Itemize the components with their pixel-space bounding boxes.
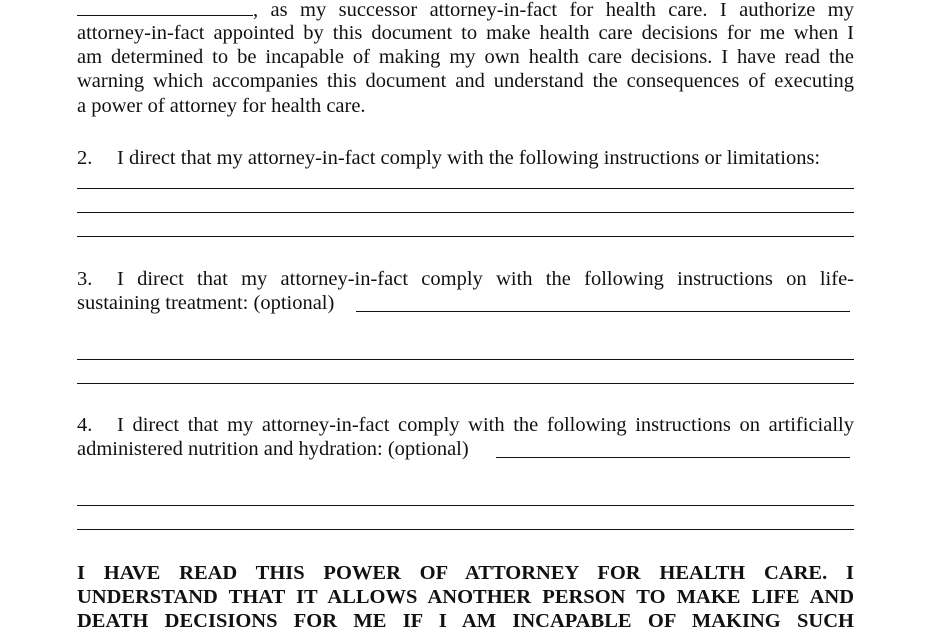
item-2-number: 2.: [77, 147, 93, 169]
item-4-inline-blank[interactable]: [496, 457, 850, 458]
item-2-blank-line-3[interactable]: [77, 236, 854, 237]
item-4-text-line-2: administered nutrition and hydration: (optional): [77, 438, 469, 460]
item-3-blank-line-1[interactable]: [77, 359, 854, 360]
paragraph-1-line-4: warning which accompanies this document and understand the consequences of executing: [77, 70, 854, 92]
acknowledgment-line-3: DEATH DECISIONS FOR ME IF I AM INCAPABLE OF MAKING SUCH: [77, 610, 854, 632]
item-4-blank-line-2[interactable]: [77, 529, 854, 530]
item-4-blank-line-1[interactable]: [77, 505, 854, 506]
item-2-line-1: [77, 146, 854, 170]
item-3-number: 3.: [77, 268, 93, 290]
item-3-inline-blank[interactable]: [356, 311, 850, 312]
item-4-number: 4.: [77, 414, 93, 436]
item-2-blank-line-1[interactable]: [77, 188, 854, 189]
paragraph-1-line-2: attorney-in-fact appointed by this document to make health care decisions for me when I: [77, 22, 854, 44]
document-page: [77, 0, 854, 632]
item-3-blank-line-2[interactable]: [77, 383, 854, 384]
item-3-text-line-2: sustaining treatment: (optional): [77, 292, 335, 314]
paragraph-1-line-5: a power of attorney for health care.: [77, 95, 366, 117]
item-4-line-1: [77, 413, 854, 437]
acknowledgment-line-1: I HAVE READ THIS POWER OF ATTORNEY FOR HEALTH CARE. I: [77, 562, 854, 584]
paragraph-1-line-1-text: , as my successor attorney-in-fact for health care. I authorize my: [253, 0, 854, 21]
item-4-text-line-1: I direct that my attorney-in-fact comply with the following instructions on artificially: [117, 414, 854, 436]
item-3-text-line-1: I direct that my attorney-in-fact comply with the following instructions on life-: [117, 268, 854, 290]
acknowledgment-line-2: UNDERSTAND THAT IT ALLOWS ANOTHER PERSON TO MAKE LIFE AND: [77, 586, 854, 608]
item-2-text: I direct that my attorney-in-fact comply with the following instructions or limitations:: [117, 147, 821, 169]
successor-name-blank[interactable]: [77, 0, 253, 16]
item-3-line-1: [77, 267, 854, 291]
item-2-blank-line-2[interactable]: [77, 212, 854, 213]
paragraph-1-line-3: am determined to be incapable of making my own health care decisions. I have read the: [77, 46, 854, 68]
paragraph-1-line-1: [77, 0, 854, 21]
